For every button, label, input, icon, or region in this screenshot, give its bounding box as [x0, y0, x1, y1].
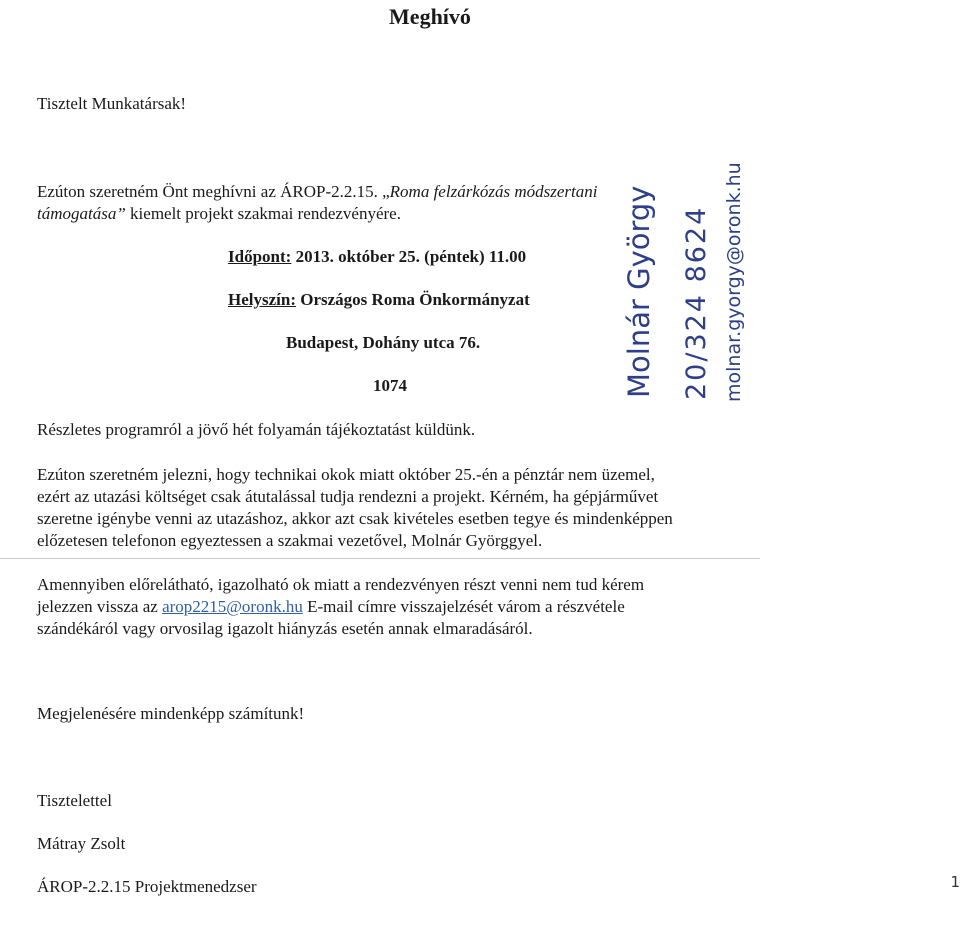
project-title-part-2: támogatása”	[37, 204, 126, 223]
time-label: Időpont:	[228, 247, 292, 266]
payment-paragraph	[37, 464, 673, 552]
time-value: 2013. október 25. (péntek) 11.00	[291, 247, 527, 266]
email-link[interactable]: arop2215@oronk.hu	[162, 597, 303, 616]
handwritten-phone: 20/324 8624	[681, 205, 712, 400]
intro-line-1	[37, 181, 597, 203]
event-address: Budapest, Dohány utca 76.	[286, 333, 481, 352]
payment-line: ezért az utazási költséget csak átutalással tudja rendezni a projekt. Kérném, ha gépjárművet	[37, 487, 659, 506]
absence-line-1: Amennyiben előrelátható, igazolható ok miatt a rendezvényen részt venni nem tud kérem	[37, 575, 645, 594]
signer-role: ÁROP-2.2.15 Projektmenedzser	[37, 877, 257, 896]
absence-paragraph	[37, 574, 644, 640]
payment-line: szeretne igénybe venni az utazáshoz, akkor azt csak kivételes esetben tegye és mindenképpen	[37, 509, 673, 528]
handwritten-name: Molnár György	[622, 185, 656, 398]
intro-text: Ezúton szeretném Önt meghívni az ÁROP-2.2.15. „	[37, 182, 390, 201]
event-place	[228, 290, 530, 310]
project-title-part-1: Roma felzárkózás módszertani	[389, 182, 598, 201]
intro-paragraph	[37, 181, 597, 225]
page-number: 1	[950, 873, 960, 891]
absence-line-3: szándékáról vagy orvosilag igazolt hiányzás esetén annak elmaradásáról.	[37, 619, 533, 638]
place-value: Országos Roma Önkormányzat	[296, 290, 530, 309]
closing-line: Megjelenésére mindenképp számítunk!	[37, 704, 305, 723]
absence-text-end: E-mail címre visszajelzését várom a részvétele	[302, 597, 625, 616]
payment-line: előzetesen telefonon egyeztessen a szakmai vezetővel, Molnár Györggyel.	[37, 531, 543, 550]
intro-text-end: kiemelt projekt szakmai rendezvényére.	[125, 204, 401, 223]
salutation: Tisztelt Munkatársak!	[37, 94, 187, 113]
handwritten-email: molnar.gyorgy@oronk.hu	[723, 162, 745, 402]
place-label: Helyszín:	[228, 290, 296, 309]
event-zip: 1074	[373, 376, 407, 395]
payment-line: Ezúton szeretném jelezni, hogy technikai okok miatt október 25.-én a pénztár nem üzemel,	[37, 465, 655, 484]
program-note: Részletes programról a jövő hét folyamán tájékoztatást küldünk.	[37, 420, 476, 439]
document-title: Meghívó	[389, 4, 471, 29]
signer-name: Mátray Zsolt	[37, 834, 126, 853]
fold-line	[0, 558, 760, 559]
event-time	[228, 247, 526, 267]
regards: Tisztelettel	[37, 791, 112, 810]
absence-text: jelezzen vissza az	[37, 597, 163, 616]
intro-line-2	[37, 203, 597, 225]
absence-line-2	[37, 596, 644, 618]
